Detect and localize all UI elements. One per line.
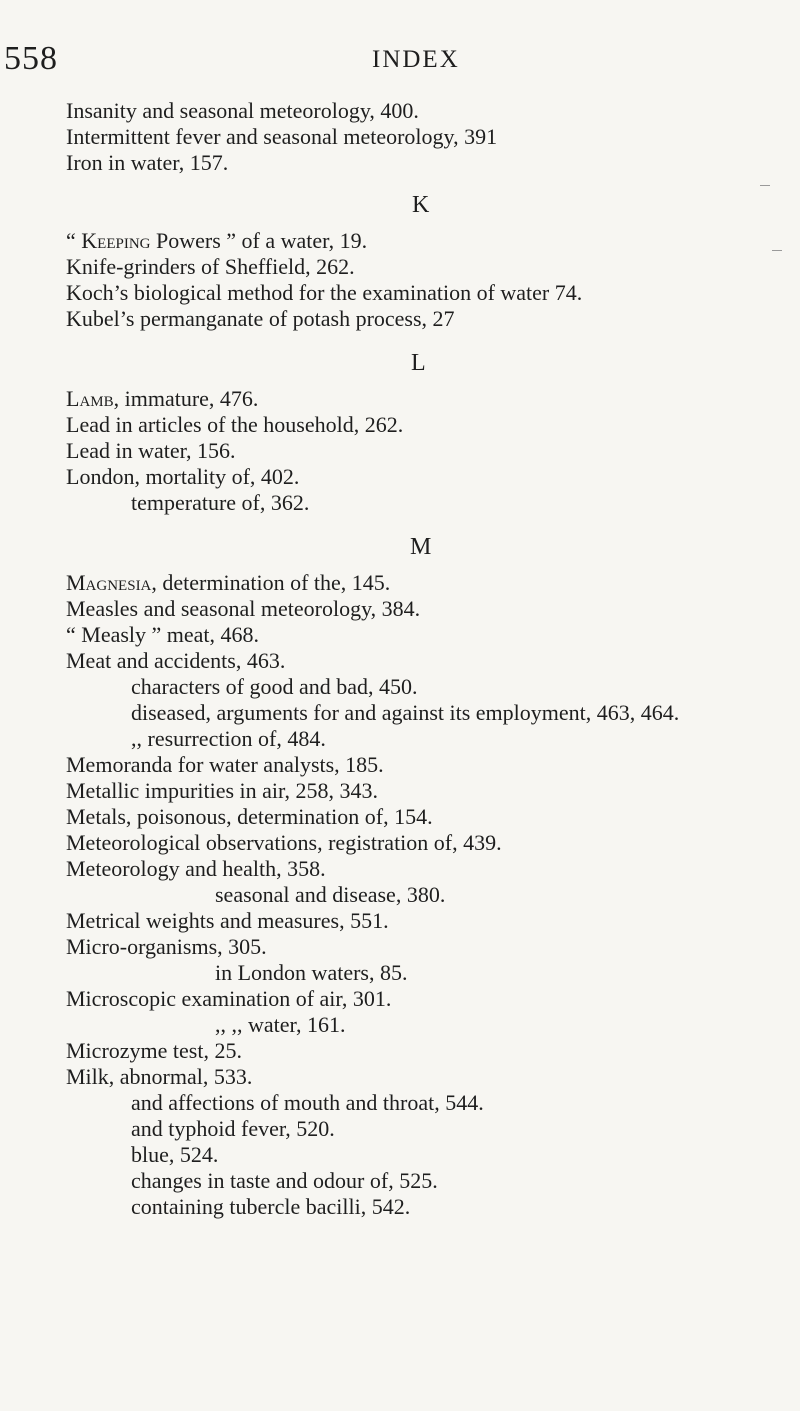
index-entry: Microzyme test, 25. <box>66 1038 242 1063</box>
entry-keyword: Keeping <box>81 228 151 253</box>
index-subentry: seasonal and disease, 380. <box>215 882 446 907</box>
running-head: INDEX <box>372 46 460 73</box>
section-letter-k: K <box>412 192 430 218</box>
index-entry <box>66 230 367 252</box>
index-entry: “ Measly ” meat, 468. <box>66 622 260 647</box>
entry-keyword: Magnesia, <box>66 570 157 595</box>
index-entry: Intermittent fever and seasonal meteorology, 391 <box>66 124 498 149</box>
index-entry: Metals, poisonous, determination of, 154. <box>66 804 433 829</box>
index-entry: Lead in water, 156. <box>66 438 236 463</box>
entry-keyword: Lamb, <box>66 386 120 411</box>
margin-mark <box>772 250 782 251</box>
index-entry: Milk, abnormal, 533. <box>66 1064 253 1089</box>
index-subentry: and typhoid fever, 520. <box>131 1116 335 1141</box>
margin-mark <box>760 185 770 186</box>
index-entry: Metallic impurities in air, 258, 343. <box>66 778 378 803</box>
index-subentry: blue, 524. <box>131 1142 219 1167</box>
index-subentry: diseased, arguments for and against its employment, 463, 464. <box>131 700 680 725</box>
index-subentry: temperature of, 362. <box>131 490 310 515</box>
index-entry: Insanity and seasonal meteorology, 400. <box>66 98 419 123</box>
index-subentry: ,, resurrection of, 484. <box>131 726 326 751</box>
open-quote: “ <box>66 228 82 253</box>
index-entry: Knife-grinders of Sheffield, 262. <box>66 254 355 279</box>
index-entry: Measles and seasonal meteorology, 384. <box>66 596 421 621</box>
index-entry: Iron in water, 157. <box>66 150 229 175</box>
index-entry: Meat and accidents, 463. <box>66 648 286 673</box>
page-number: 558 <box>4 40 58 77</box>
entry-text: determination of the, 145. <box>156 570 391 595</box>
index-entry: London, mortality of, 402. <box>66 464 300 489</box>
index-entry <box>66 388 258 410</box>
index-entry: Metrical weights and measures, 551. <box>66 908 389 933</box>
entry-text: immature, 476. <box>119 386 259 411</box>
index-entry <box>66 572 390 594</box>
index-entry: Kubel’s permanganate of potash process, 27 <box>66 306 455 331</box>
entry-text: Powers ” of a water, 19. <box>155 228 368 253</box>
index-entry: Meteorological observations, registration of, 439. <box>66 830 502 855</box>
index-entry: Lead in articles of the household, 262. <box>66 412 404 437</box>
section-letter-l: L <box>411 350 426 376</box>
index-subentry: and affections of mouth and throat, 544. <box>131 1090 484 1115</box>
index-entry: Micro-organisms, 305. <box>66 934 267 959</box>
index-entry: Meteorology and health, 358. <box>66 856 326 881</box>
section-letter-m: M <box>410 534 432 560</box>
index-entry: Memoranda for water analysts, 185. <box>66 752 384 777</box>
index-subentry: in London waters, 85. <box>215 960 408 985</box>
index-subentry: containing tubercle bacilli, 542. <box>131 1194 411 1219</box>
index-subentry: changes in taste and odour of, 525. <box>131 1168 438 1193</box>
index-entry: Koch’s biological method for the examination of water 74. <box>66 280 583 305</box>
index-entry: Microscopic examination of air, 301. <box>66 986 392 1011</box>
index-subentry: characters of good and bad, 450. <box>131 674 418 699</box>
index-subentry: ,, ,, water, 161. <box>215 1012 346 1037</box>
